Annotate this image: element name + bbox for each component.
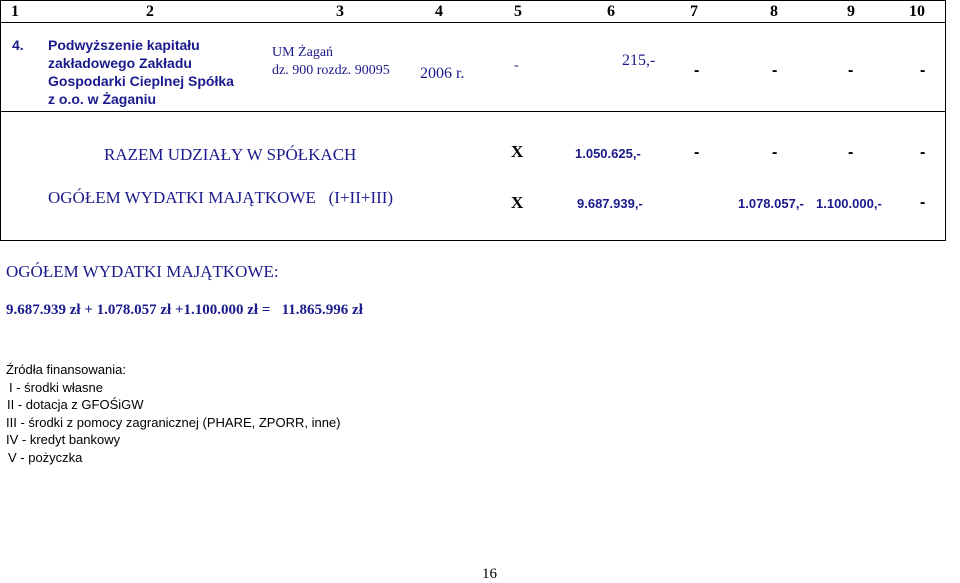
razem-col10: - <box>920 144 926 161</box>
header-col-7: 7 <box>690 3 698 20</box>
header-col-3: 3 <box>336 3 344 20</box>
header-col-1: 1 <box>11 3 19 20</box>
row4-col6: 215,- <box>622 52 656 69</box>
sources-section <box>6 361 341 466</box>
sources-title: Źródła finansowania: <box>6 362 126 377</box>
source-item-1: I - środki własne <box>9 379 103 395</box>
row4-col8: - <box>772 62 778 79</box>
ogolem-row-col10: - <box>920 194 926 211</box>
row4-col10: - <box>920 62 926 79</box>
row4-col9: - <box>848 62 854 79</box>
header-col-4: 4 <box>435 3 443 20</box>
source-item-4: IV - kredyt bankowy <box>6 432 121 447</box>
row4-year: 2006 r. <box>420 65 465 82</box>
row4-name-line-3: Gospodarki Cieplnej Spółka <box>48 73 234 89</box>
ogolem-row-col8: 1.100.000,- <box>816 196 882 211</box>
row4-col5: - <box>514 58 519 73</box>
ogolem-row-col7: 1.078.057,- <box>738 196 804 211</box>
razem-label: RAZEM UDZIAŁY W SPÓŁKACH <box>104 145 357 164</box>
table-border-top <box>0 0 946 1</box>
row4-name-line-4: z o.o. w Żaganiu <box>48 91 157 107</box>
row4-unit <box>272 44 390 80</box>
row4-lp: 4. <box>12 37 24 53</box>
razem-x: X <box>511 142 524 161</box>
summary-formula: 9.687.939 zł + 1.078.057 zł +1.100.000 zł = 11.865.996 zł <box>6 302 363 318</box>
razem-col6: 1.050.625,- <box>575 146 641 161</box>
table-row4-separator <box>0 111 946 112</box>
table-border-bottom <box>0 240 946 241</box>
razem-col8: - <box>772 144 778 161</box>
row4-col7: - <box>694 62 700 79</box>
row4-name-line-1: Podwyższenie kapitału <box>48 37 200 53</box>
header-col-2: 2 <box>146 3 154 20</box>
table-border-right <box>945 0 946 241</box>
header-col-9: 9 <box>847 3 855 20</box>
razem-col7: - <box>694 144 700 161</box>
source-item-5: V - pożyczka <box>8 449 83 465</box>
row4-unit-line-2: dz. 900 rozdz. 90095 <box>272 63 390 78</box>
source-item-3: III - środki z pomocy zagranicznej (PHARE, ZPORR, inne) <box>6 414 341 430</box>
source-item-2: II - dotacja z GFOŚiGW <box>7 397 144 412</box>
table-header-separator <box>0 22 946 23</box>
ogolem-row-col6: 9.687.939,- <box>577 196 643 211</box>
header-col-6: 6 <box>607 3 615 20</box>
table-border-left <box>0 0 1 241</box>
row4-unit-line-1: UM Żagań <box>272 45 334 60</box>
header-col-8: 8 <box>770 3 778 20</box>
ogolem-row-label: OGÓŁEM WYDATKI MAJĄTKOWE (I+II+III) <box>48 188 394 207</box>
razem-col9: - <box>848 144 854 161</box>
ogolem-row-x: X <box>511 193 524 212</box>
row4-name <box>48 36 234 108</box>
header-col-5: 5 <box>514 3 522 20</box>
summary-title: OGÓŁEM WYDATKI MAJĄTKOWE: <box>6 262 279 281</box>
page-number: 16 <box>482 566 497 582</box>
row4-name-line-2: zakładowego Zakładu <box>48 55 192 71</box>
header-col-10: 10 <box>909 3 925 20</box>
